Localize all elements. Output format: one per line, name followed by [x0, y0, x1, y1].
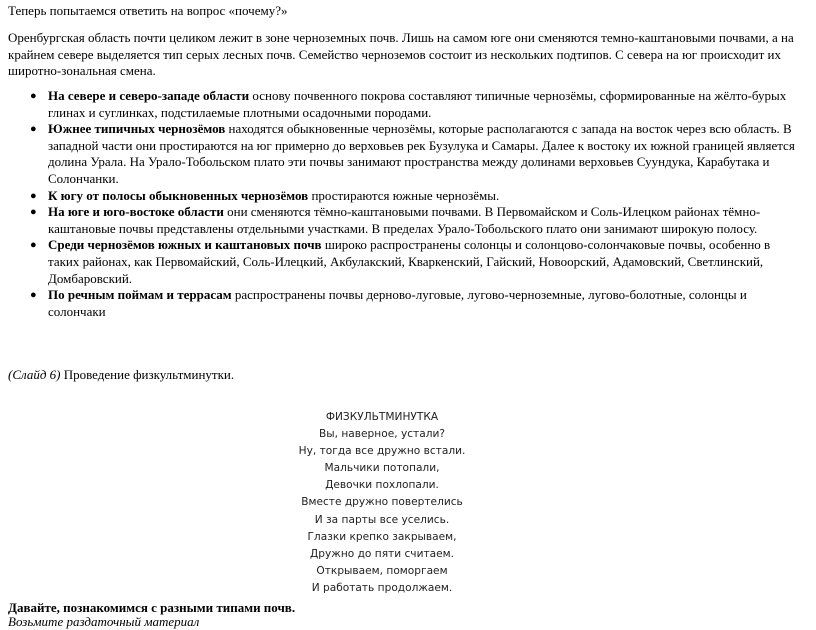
- poem-line: Открываем, поморгаем: [316, 564, 448, 577]
- bullet-text: находятся обыкновенные чернозёмы, которые располагаются с запада на восток через всю область. В западной части они простираются на юг примерно до верховьев рек Бузулука и Самары. Далее к востоку их южной границей является долина Урала. На Урало-Тобольском плато эти почвы занимают пространства между долинами верховьев Суундука, Карабутака и Солончанки.: [48, 121, 795, 186]
- poem-line: И работать продолжаем.: [311, 581, 453, 594]
- list-item: [8, 188, 798, 205]
- list-item: [8, 237, 798, 287]
- slide-label: (Слайд 6): [8, 367, 61, 382]
- bullet-icon: ●: [30, 123, 37, 136]
- slide-caption: [8, 367, 234, 383]
- footer-bold-line: Давайте, познакомимся с разными типами почв.: [8, 600, 296, 615]
- bullet-text: широко распространены солонцы и солонцово-солончаковые почвы, особенно в таких районах, как Первомайский, Соль-Илецкий, Акбулакский, Кваркенский, Гайский, Новоорский, Адамовский, Светлинский, Домбаровский.: [48, 237, 771, 286]
- bullet-bold-lead: К югу от полосы обыкновенных чернозёмов: [48, 187, 309, 203]
- poem-line: Глазки крепко закрываем,: [307, 530, 457, 543]
- bullet-text: простираются южные чернозёмы.: [308, 187, 500, 203]
- bullet-icon: ●: [30, 90, 37, 102]
- footer-italic-line: Возьмите раздаточный материал: [8, 614, 200, 629]
- intro-line: Теперь попытаемся ответить на вопрос «почему?»: [8, 3, 288, 18]
- list-item: [8, 121, 798, 187]
- bullet-bold-lead: Южнее типичных чернозёмов: [48, 121, 226, 137]
- list-item: [8, 88, 798, 121]
- poem-line: Девочки похлопали.: [325, 479, 439, 492]
- soil-bullet-list: [8, 88, 798, 320]
- bullet-text: распространены почвы дерново-луговые, лугово-черноземные, лугово-болотные, солонцы и солончаки: [48, 287, 747, 319]
- slide-text: Проведение физкультминутки.: [60, 367, 235, 382]
- poem-line: Дружно до пяти считаем.: [310, 547, 454, 560]
- bullet-text: они сменяются тёмно-каштановыми почвами. В Первомайском и Соль-Илецком районах тёмно-каштановые почвы представлены отдельными участками. В пределах Урало-Тобольского плато они занимают широкую полосу.: [48, 204, 761, 236]
- exercise-poem: [182, 409, 582, 597]
- bullet-icon: ●: [30, 206, 37, 219]
- region-paragraph: Оренбургская область почти целиком лежит в зоне черноземных почв. Лишь на самом юге они сменяются темно-каштановыми почвами, а на крайнем севере выделяется тип серых лесных почв. Семейство черноземов состоит из нескольких подтипов. С севера на юг происходит их широтно-зональная смена.: [8, 30, 794, 78]
- bullet-icon: ●: [30, 239, 37, 252]
- poem-line: И за парты все уселись.: [314, 513, 450, 526]
- poem-line: Ну, тогда все дружно встали.: [298, 445, 466, 458]
- poem-title: ФИЗКУЛЬТМИНУТКА: [325, 411, 439, 423]
- bullet-bold-lead: На севере и северо-западе области: [48, 88, 250, 103]
- poem-line: Вы, наверное, устали?: [319, 428, 445, 441]
- bullet-icon: ●: [30, 289, 37, 302]
- bullet-bold-lead: На юге и юго-востоке области: [48, 204, 224, 220]
- poem-line: Вместе дружно повертелись: [301, 496, 463, 509]
- bullet-bold-lead: Среди чернозёмов южных и каштановых почв: [48, 237, 322, 253]
- list-item: [8, 287, 798, 320]
- bullet-text: основу почвенного покрова составляют типичные чернозёмы, сформированные на жёлто-бурых глинах и суглинках, подстилаемые плотными осадочными породами.: [48, 88, 787, 120]
- bullet-icon: ●: [30, 189, 37, 202]
- poem-line: Мальчики потопали,: [324, 462, 440, 475]
- list-item: [8, 204, 798, 237]
- bullet-bold-lead: По речным поймам и террасам: [48, 287, 232, 303]
